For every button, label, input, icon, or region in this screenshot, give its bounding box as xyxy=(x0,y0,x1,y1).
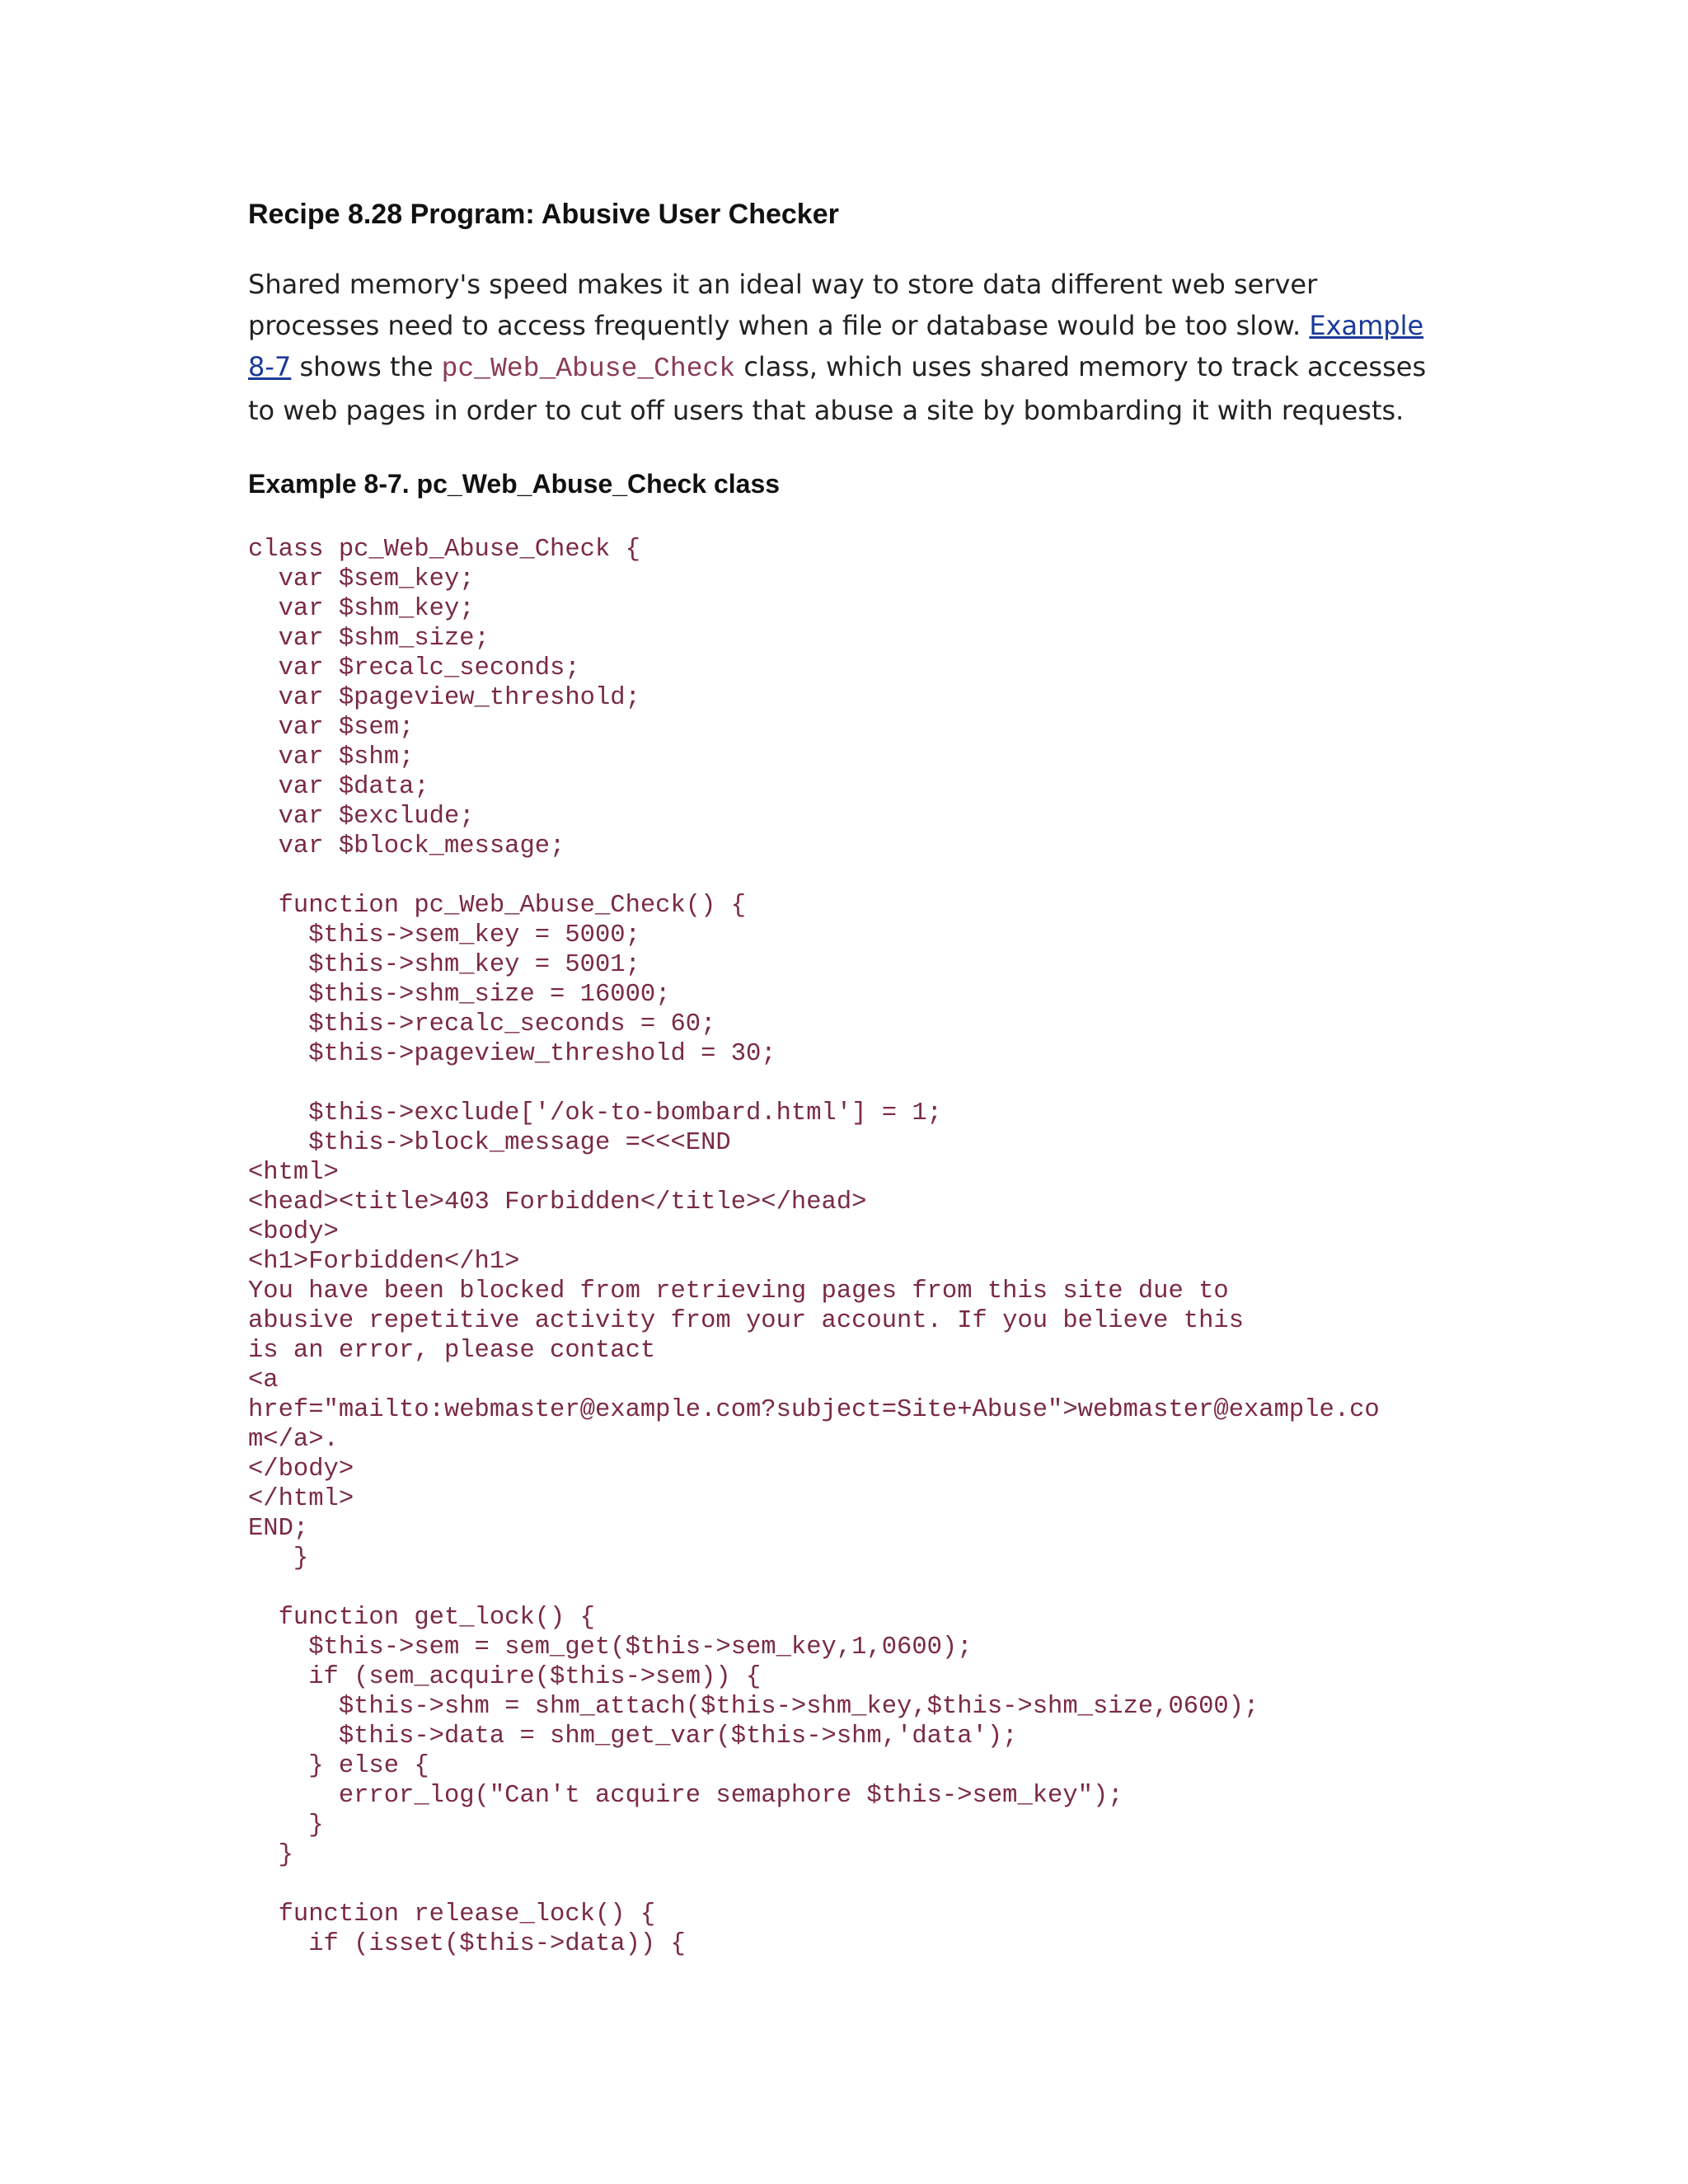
example-title: Example 8-7. pc_Web_Abuse_Check class xyxy=(248,469,781,499)
class-name-code: pc_Web_Abuse_Check xyxy=(441,354,736,384)
example-8-7-link[interactable]: Example 8-7 xyxy=(248,310,1424,382)
code-listing: class pc_Web_Abuse_Check { var $sem_key; var $shm_key; var $shm_size; var $recalc_seconds; var $pageview_threshold; var $sem; var $shm; var $data; var $exclude; var $block_message; function pc_Web_Abuse_Check() { $this->sem_key = 5000; $this->shm_key = 5001; $this->shm_size = 16000; $this->recalc_seconds = 60; $this->pageview_threshold = 30; $this->exclude['/ok-to-bombard.html'] = 1; $this->block_message =<<<END <html> <head><title>403 Forbidden</title></head> <body> <h1>Forbidden</h1> You have been blocked from retrieving pages from this site due to abusive repetitive activity from your account. If you believe this is an error, please contact <a href="mailto:webmaster@example.com?subject=Site+Abuse">webmaster@example.co m</a>. </body> </html> END; } function get_lock() { $this->sem = sem_get($this->sem_key,1,0600); if (sem_acquire($this->sem)) { $this->shm = shm_attach($this->shm_key,$this->shm_size,0600); $this->data = shm_get_var($this->shm,'data'); } else { error_log("Can't acquire semaphore $this->sem_key"); } } function release_lock() { if (isset($this->data)) { xyxy=(248,536,1380,1958)
intro-paragraph xyxy=(248,264,1451,431)
recipe-title: Recipe 8.28 Program: Abusive User Checker xyxy=(248,199,839,230)
document-page xyxy=(248,196,1451,1959)
intro-text-1: Shared memory's speed makes it an ideal way to store data different web server processes need to access frequently when a file or database would be too slow. xyxy=(248,269,1318,341)
intro-text-2: shows the xyxy=(291,351,442,382)
intro-text-3: class, which uses shared memory to track accesses to web pages in order to cut off users that abuse a site by bombarding it with requests. xyxy=(248,351,1427,426)
